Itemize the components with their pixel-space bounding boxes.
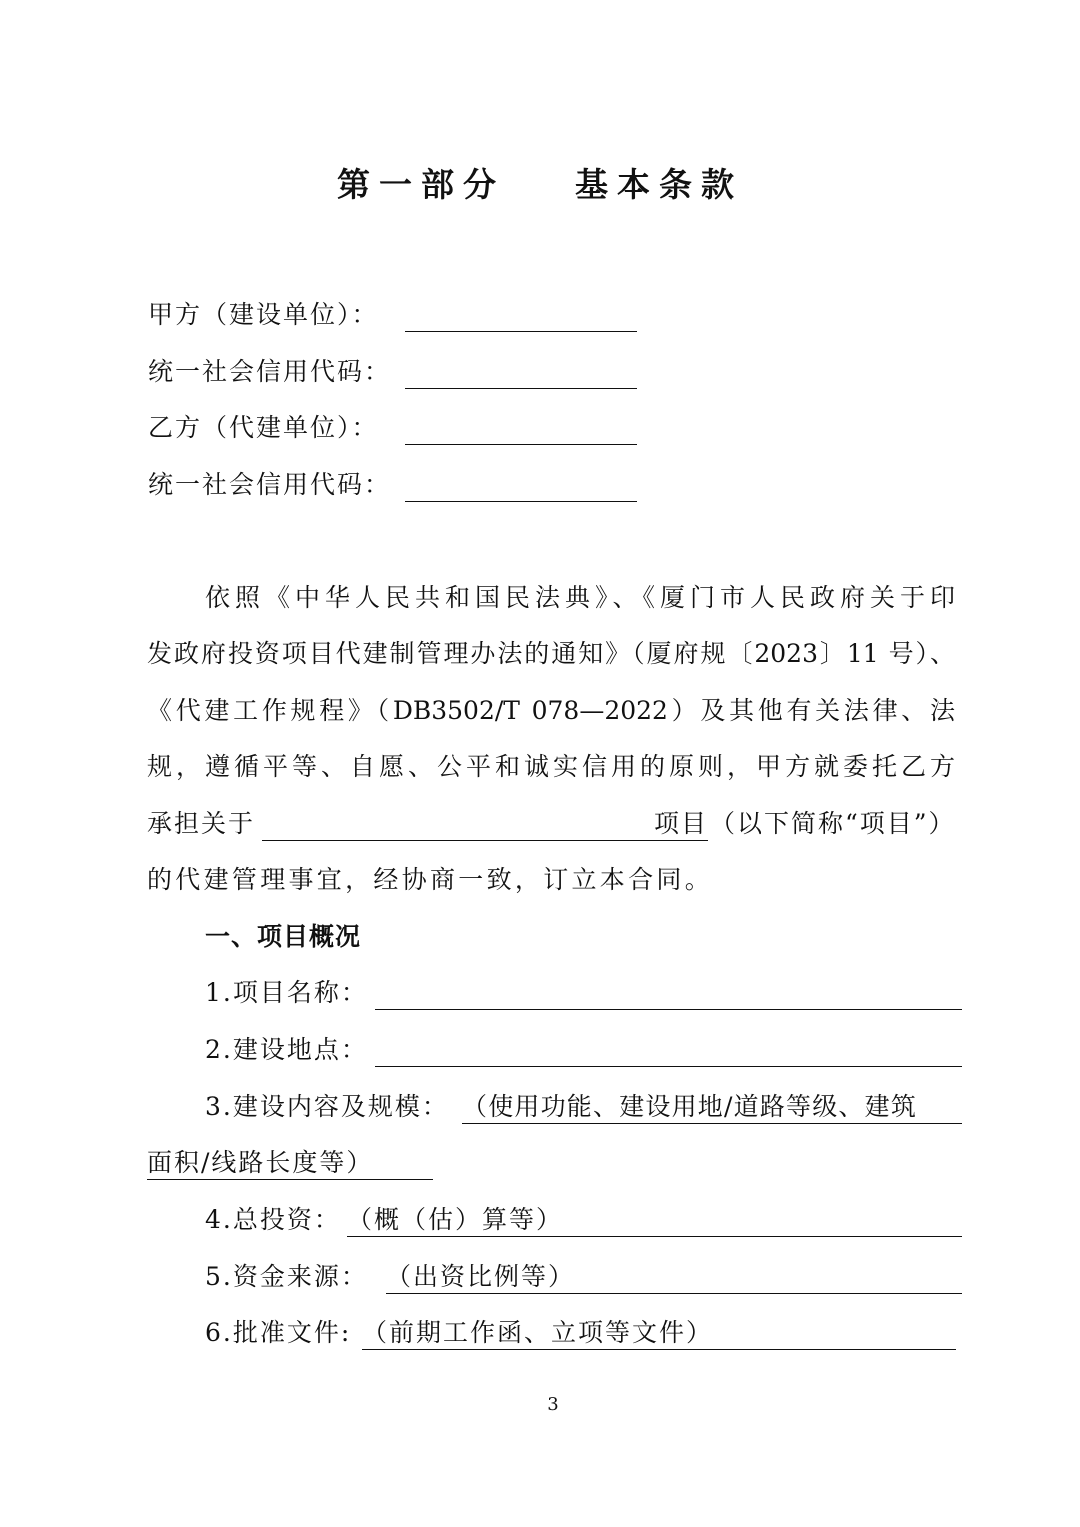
item-5-label: 5.资金来源： <box>205 1262 368 1291</box>
section-heading: 一、项目概况 <box>205 922 362 951</box>
page-title <box>0 160 1080 210</box>
item-1-label: 1.项目名称： <box>205 978 368 1007</box>
item-3-label: 3.建设内容及规模： <box>205 1092 449 1121</box>
item-6-label: 6.批准文件: <box>205 1318 352 1347</box>
item-2-label: 2.建设地点： <box>205 1035 368 1064</box>
title-part: 第一部分 <box>337 165 505 204</box>
preamble-line-3: 《代建工作规程》（DB3502/T 078—2022）及其他有关法律、法 <box>147 696 955 725</box>
preamble-line-5-suffix: （以下简称“项目”） <box>710 809 956 838</box>
item-4-value: （概（估）算等） <box>347 1205 564 1234</box>
item-1-field[interactable] <box>375 976 962 1010</box>
item-2-field[interactable] <box>375 1033 962 1067</box>
page-number: 3 <box>547 1394 559 1415</box>
preamble-line-2: 发政府投资项目代建制管理办法的通知》（厦府规〔2023〕11 号）、 <box>147 639 955 668</box>
item-3-field[interactable] <box>462 1090 962 1124</box>
party-a-credit-code-label: 统一社会信用代码： <box>148 357 392 386</box>
item-3-field-cont[interactable] <box>147 1146 433 1180</box>
preamble-line-5-prefix: 承担关于 <box>147 809 256 838</box>
item-4-field[interactable] <box>347 1203 962 1237</box>
preamble-last-line: 的代建管理事宜，经协商一致，订立本合同。 <box>147 865 714 894</box>
item-5-value: （出资比例等） <box>386 1262 576 1291</box>
party-b-credit-code-label: 统一社会信用代码： <box>148 470 392 499</box>
party-b-credit-code-field[interactable] <box>405 468 637 502</box>
party-a-label: 甲方（建设单位）： <box>148 300 379 329</box>
preamble-line-1: 依照《中华人民共和国民法典》、《厦门市人民政府关于印 <box>205 583 955 612</box>
project-name-blank-suffix: 项目 <box>653 809 708 838</box>
item-3-value: （使用功能、建设用地/道路等级、建筑 <box>462 1092 918 1121</box>
party-b-field[interactable] <box>405 411 637 445</box>
party-a-credit-code-field[interactable] <box>405 355 637 389</box>
party-a-field[interactable] <box>405 298 637 332</box>
item-6-value: （前期工作函、立项等文件） <box>362 1318 714 1347</box>
preamble-line-4: 规，遵循平等、自愿、公平和诚实信用的原则，甲方就委托乙方 <box>147 752 955 781</box>
item-4-label: 4.总投资： <box>205 1205 341 1234</box>
project-name-blank[interactable] <box>262 807 708 841</box>
item-5-field[interactable] <box>386 1260 962 1294</box>
party-b-label: 乙方（代建单位）： <box>148 413 379 442</box>
item-6-field[interactable] <box>362 1316 956 1350</box>
item-3-value-cont: 面积/线路长度等） <box>147 1148 374 1177</box>
title-name: 基本条款 <box>575 165 743 204</box>
